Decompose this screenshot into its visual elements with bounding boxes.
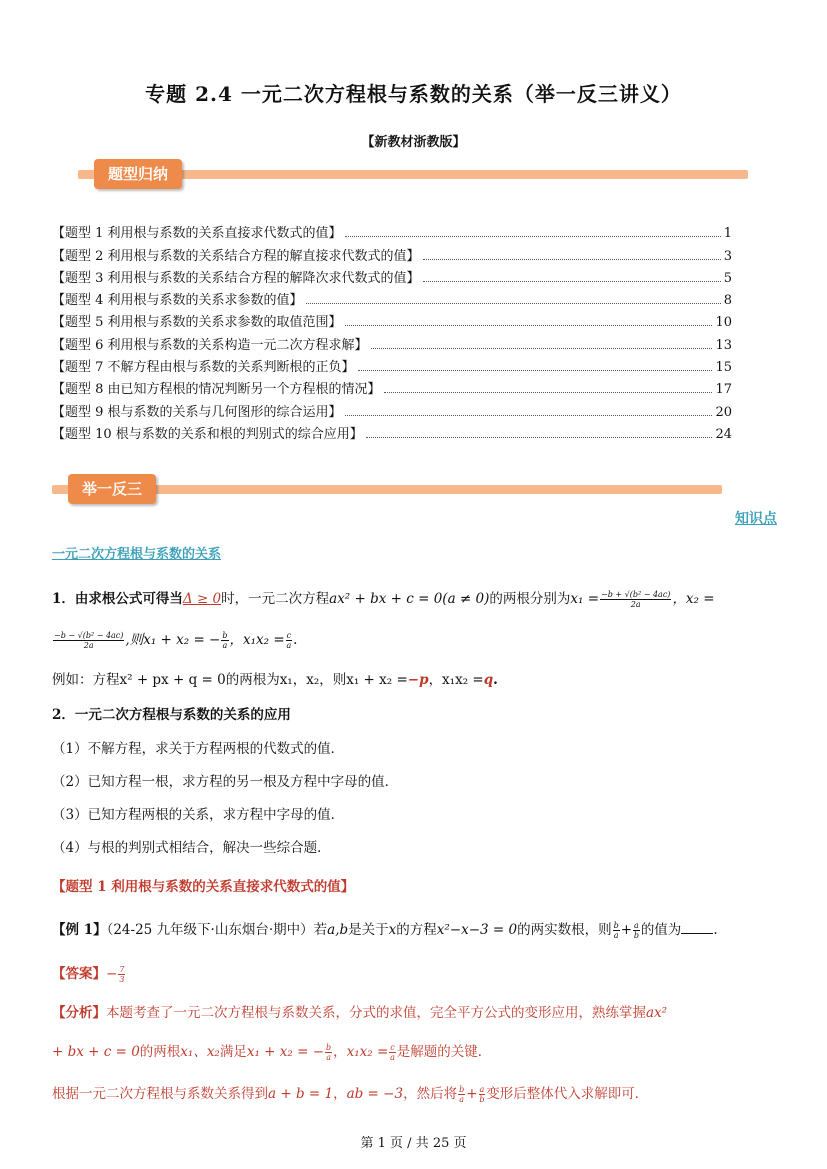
knowledge-example: 例如：方程x² + px + q = 0的两根为x₁，x₂，则x₁ + x₂ =−p，x₁x₂ =q. — [52, 672, 498, 688]
problem-type-heading: 【题型 1 利用根与系数的关系直接求代数式的值】 — [52, 879, 355, 895]
page-subtitle: 【新教材浙教版】 — [361, 135, 466, 150]
knowledge-section-2-title: 2．一元二次方程根与系数的关系的应用 — [52, 707, 291, 723]
page-footer: 第 1 页 / 共 25 页 — [360, 1136, 467, 1151]
knowledge-paragraph-1: 1．由求根公式可得当Δ ≥ 0时，一元二次方程ax² + bx + c = 0(a ≠ 0)的两根分别为x₁ = $\frac{\text{−b + √(b² − 4ac)}}{2a}$ ，x₂ = — [52, 590, 715, 609]
answer-blank[interactable] — [681, 921, 713, 934]
toc-item[interactable]: 【题型 1 利用根与系数的关系直接求代数式的值】 1 — [52, 226, 732, 242]
toc-item[interactable]: 【题型 8 由已知方程根的情况判断另一个方程根的情况】 17 — [52, 382, 732, 398]
knowledge-item: （1）不解方程，求关于方程两根的代数式的值． — [52, 741, 345, 757]
toc-item[interactable]: 【题型 4 利用根与系数的关系求参数的值】 8 — [52, 293, 732, 309]
section-tag-toc: 题型归纳 — [94, 159, 182, 189]
toc-item[interactable]: 【题型 6 利用根与系数的关系构造一元二次方程求解】 13 — [52, 337, 732, 353]
toc-item[interactable]: 【题型 3 利用根与系数的关系结合方程的解降次求代数式的值】 5 — [52, 270, 732, 286]
toc-item[interactable]: 【题型 5 利用根与系数的关系求参数的取值范围】 10 — [52, 315, 732, 331]
knowledge-item: （3）已知方程两根的关系，求方程中字母的值． — [52, 807, 345, 823]
answer: 【答案】− $\frac{7}{3}$ — [52, 965, 125, 984]
table-of-contents — [52, 219, 732, 442]
knowledge-section-title[interactable]: 一元二次方程根与系数的关系 — [52, 547, 222, 562]
toc-item[interactable]: 【题型 10 根与系数的关系和根的判别式的综合应用】 24 — [52, 426, 732, 442]
knowledge-paragraph-1-cont: $\frac{\text{−b − √(b² − 4ac)}}{2a}$ ,则x₁ + x₂ = − $\frac{b}{a}$ ，x₁x₂ = $\frac{c}{a}$ . — [54, 631, 298, 650]
toc-item[interactable]: 【题型 7 不解方程由根与系数的关系判断根的正负】 15 — [52, 360, 732, 376]
section-tag-examples: 举一反三 — [68, 474, 156, 504]
analysis-line-3: 根据一元二次方程根与系数关系得到a + b = 1，ab = −3，然后将 $\frac{b}{a}$ + $\frac{a}{b}$ 变形后整体代入求解即可． — [52, 1085, 649, 1104]
example-1: 【例 1】（24-25 九年级下·山东烟台·期中）若a,b是关于x的方程x²−x−3 = 0的两实数根，则 $\frac{b}{a}$ + $\frac{a}{b}$ 的值为 . — [52, 921, 718, 940]
toc-item[interactable]: 【题型 2 利用根与系数的关系结合方程的解直接求代数式的值】 3 — [52, 248, 732, 264]
knowledge-point-link[interactable]: 知识点 — [735, 511, 777, 527]
analysis-line-2: + bx + c = 0的两根x₁、x₂满足x₁ + x₂ = − $\frac{b}{a}$ ，x₁x₂ = $\frac{c}{a}$ 是解题的关键． — [52, 1043, 492, 1062]
analysis-line-1: 【分析】本题考查了一元二次方程根与系数关系，分式的求值，完全平方公式的变形应用，熟练掌握ax² — [52, 1005, 668, 1021]
knowledge-item: （2）已知方程一根，求方程的另一根及方程中字母的值． — [52, 774, 399, 790]
knowledge-item: （4）与根的判别式相结合，解决一些综合题． — [52, 840, 331, 856]
toc-item[interactable]: 【题型 9 根与系数的关系与几何图形的综合运用】 20 — [52, 404, 732, 420]
page-title: 专题 2.4 一元二次方程根与系数的关系（举一反三讲义） — [145, 82, 682, 106]
